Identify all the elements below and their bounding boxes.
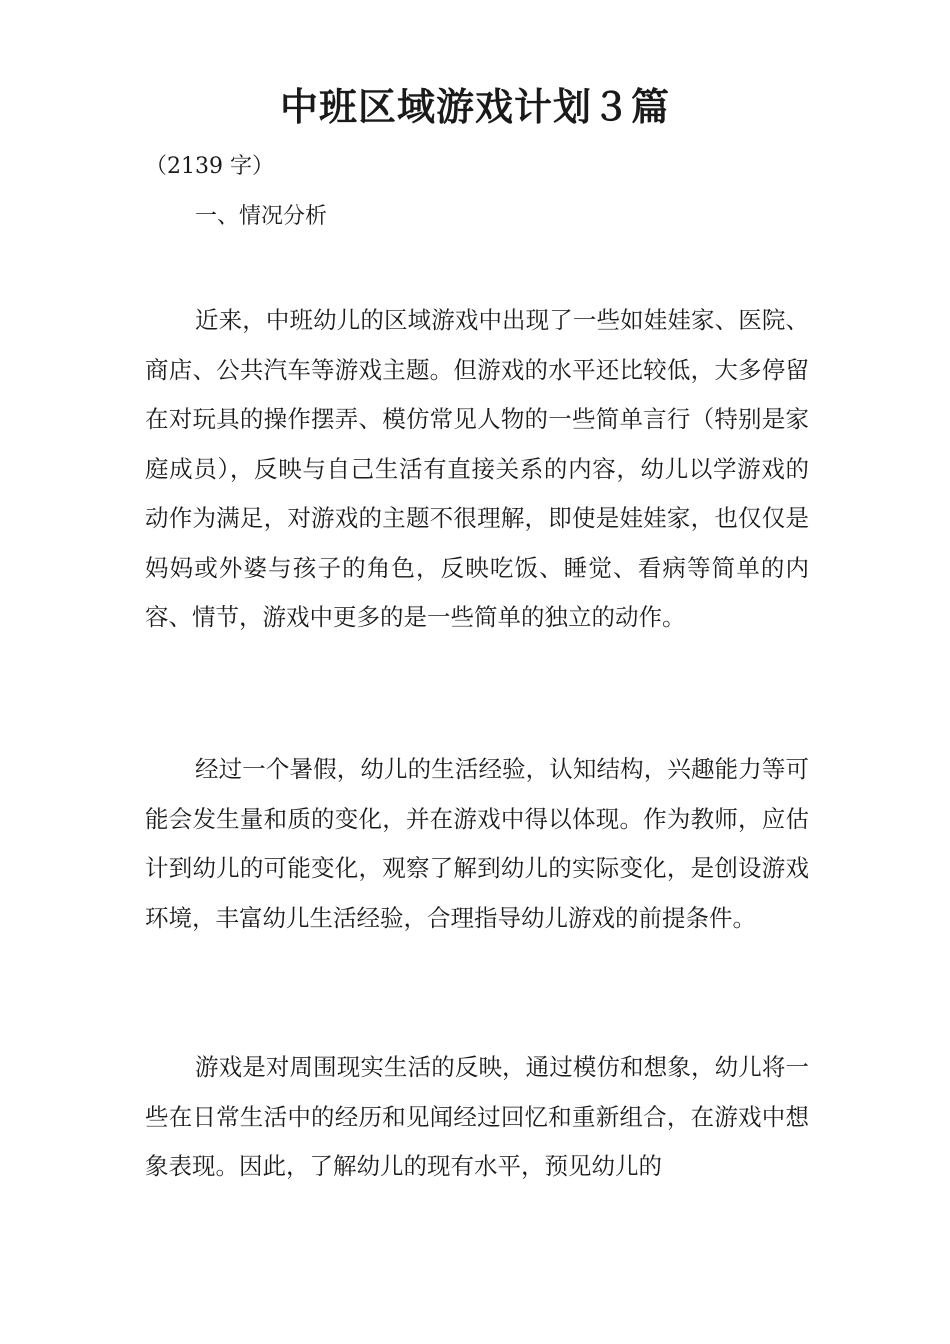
paragraph-2: 经过一个暑假，幼儿的生活经验，认知结构，兴趣能力等可能会发生量和质的变化，并在游戏中得以体现。作为教师，应估计到幼儿的可能变化，观察了解到幼儿的实际变化，是创设游戏环境，丰富幼儿生活经验，合理指导幼儿游戏的前提条件。 [145, 755, 809, 932]
paragraph-3: 游戏是对周围现实生活的反映，通过模仿和想象，幼儿将一些在日常生活中的经历和见闻经过回忆和重新组合，在游戏中想象表现。因此，了解幼儿的现有水平，预见幼儿的 [145, 1053, 809, 1180]
section-heading: 一、情况分析 [195, 204, 328, 229]
paragraph-1: 近来，中班幼儿的区域游戏中出现了一些如娃娃家、医院、商店、公共汽车等游戏主题。但游戏的水平还比较低，大多停留在对玩具的操作摆弄、模仿常见人物的一些简单言行（特别是家庭成员），反映与自己生活有直接关系的内容，幼儿以学游戏的动作为满足，对游戏的主题不很理解，即使是娃娃家，也仅仅是妈妈或外婆与孩子的角色，反映吃饭、睡觉、看病等简单的内容、情节，游戏中更多的是一些简单的独立的动作。 [145, 306, 809, 631]
document-title: 中班区域游戏计划３篇 [279, 84, 670, 129]
word-count: （2139 字） [145, 154, 274, 179]
